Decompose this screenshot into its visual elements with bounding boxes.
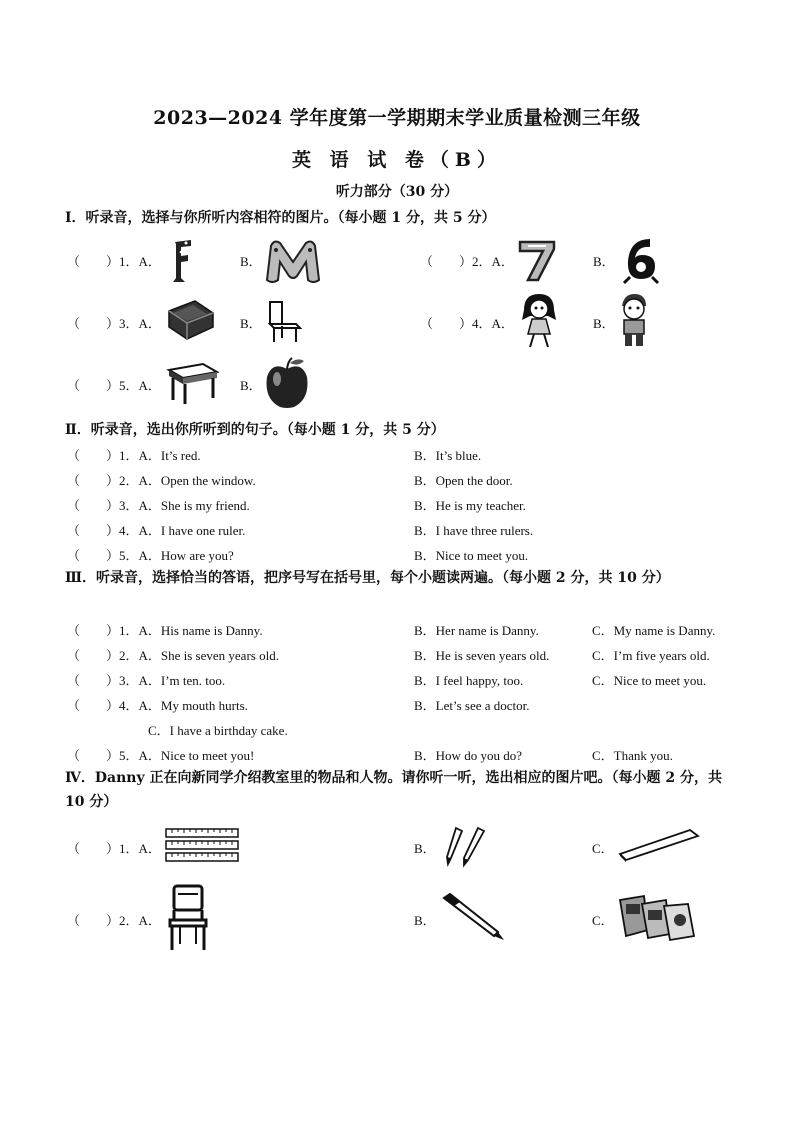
girl-icon [518, 292, 560, 350]
s3-q5-c: C．Thank you. [592, 748, 673, 763]
s1-q5-label: （ ）5．A． [67, 378, 161, 393]
s4-q2-label: （ ）2．A． [67, 913, 161, 928]
s1-q4-b: B． [593, 316, 615, 331]
pencils-icon [442, 824, 488, 870]
s2-q4-b: B．I have three rulers. [414, 523, 534, 538]
books-icon [618, 894, 696, 942]
s3-q5-b: B．How do you do? [414, 748, 522, 763]
s1-q2-b: B． [593, 254, 615, 269]
s2-q2-a: （ ）2．A．Open the window. [67, 473, 256, 488]
letter-m-icon [262, 236, 324, 286]
s2-q3-b: B．He is my teacher. [414, 498, 526, 513]
rulers-icon [164, 826, 240, 866]
letter-f-icon [165, 236, 197, 284]
number-7-icon [516, 236, 558, 284]
s3-q5-a: （ ）5．A．Nice to meet you! [67, 748, 255, 763]
number-6-icon [618, 233, 664, 285]
s4-q2-b: B． [414, 913, 436, 928]
s3-q2-a: （ ）2．A．She is seven years old. [67, 648, 279, 663]
s3-q3-a: （ ）3．A．I’m ten. too. [67, 673, 226, 688]
chair-icon [166, 884, 210, 952]
s4-q2-c: C． [592, 913, 614, 928]
s3-q3-b: B．I feel happy, too. [414, 673, 524, 688]
section2-heading: Ⅱ．听录音，选出你所听到的句子。（每小题 1 分，共 5 分） [65, 422, 445, 438]
s3-q4-b: B．Let’s see a doctor. [414, 698, 530, 713]
part-label: 听力部分（30 分） [335, 184, 459, 200]
exam-subtitle: 英 语 试 卷（B） [292, 149, 502, 171]
s1-q3-label: （ ）3．A． [67, 316, 161, 331]
school-chair-icon [262, 298, 304, 344]
s4-q1-label: （ ）1．A． [67, 841, 161, 856]
ruler-icon [618, 826, 700, 864]
s2-q2-b: B．Open the door. [414, 473, 513, 488]
section4-heading: Ⅳ．Danny 正在向新同学介绍教室里的物品和人物。请你听一听，选出相应的图片吧。（每小题 2 分，共 10 分） [65, 770, 722, 810]
s3-q3-c: C．Nice to meet you. [592, 673, 707, 688]
s2-q1-a: （ ）1．A．It’s red. [67, 448, 201, 463]
s1-q2-label: （ ）2．A． [420, 254, 514, 269]
s3-q1-a: （ ）1．A．His name is Danny. [67, 623, 263, 638]
s2-q5-b: B．Nice to meet you. [414, 548, 529, 563]
boy-icon [616, 292, 652, 350]
s3-q1-b: B．Her name is Danny. [414, 623, 539, 638]
s1-q1-label: （ ）1．A． [67, 254, 161, 269]
s4-q1-c: C． [592, 841, 614, 856]
desk-icon [165, 360, 219, 406]
apple-icon [262, 355, 312, 411]
s1-q4-label: （ ）4．A． [420, 316, 514, 331]
s3-q4-a: （ ）4．A．My mouth hurts. [67, 698, 248, 713]
s2-q4-a: （ ）4．A．I have one ruler. [67, 523, 246, 538]
section3-heading: Ⅲ．听录音，选择恰当的答语，把序号写在括号里，每个小题读两遍。（每小题 2 分，共 10 分） [65, 570, 670, 586]
s1-q3-b: B． [240, 316, 262, 331]
s1-q5-b: B． [240, 378, 262, 393]
exam-title: 2023—2024 学年度第一学期期末学业质量检测三年级 [153, 107, 641, 129]
book-icon [165, 297, 217, 343]
s2-q1-b: B．It’s blue. [414, 448, 482, 463]
s3-q2-c: C．I’m five years old. [592, 648, 710, 663]
s3-q4-c: C．I have a birthday cake. [148, 723, 288, 738]
s3-q2-b: B．He is seven years old. [414, 648, 550, 663]
section1-heading: Ⅰ．听录音，选择与你所听内容相符的图片。（每小题 1 分，共 5 分） [65, 210, 496, 226]
s2-q5-a: （ ）5．A．How are you? [67, 548, 234, 563]
s4-q1-b: B． [414, 841, 436, 856]
s3-q1-c: C．My name is Danny. [592, 623, 716, 638]
pen-icon [440, 892, 506, 942]
s1-q1-b: B． [240, 254, 262, 269]
s2-q3-a: （ ）3．A．She is my friend. [67, 498, 250, 513]
